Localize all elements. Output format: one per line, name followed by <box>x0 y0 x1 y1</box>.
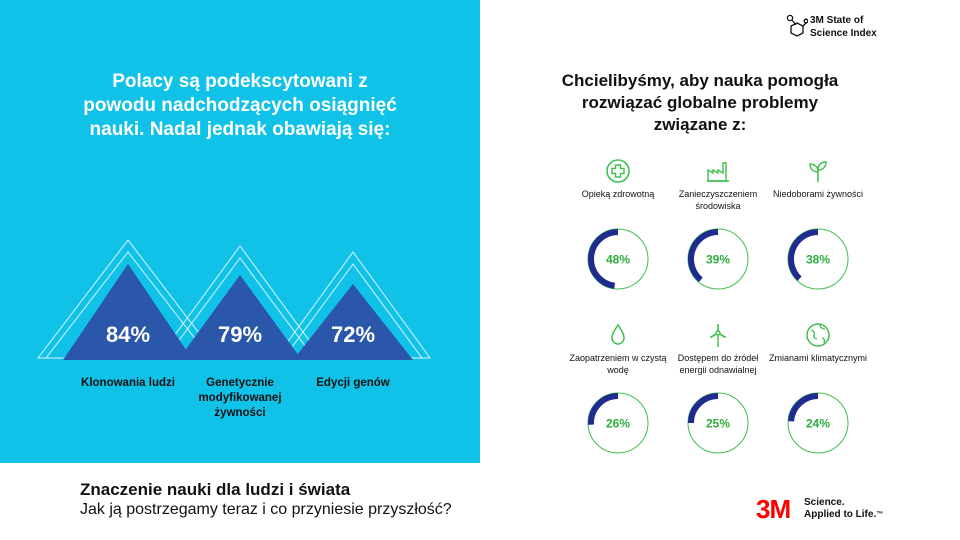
ring-value: 39% <box>705 252 731 267</box>
footer-title: Znaczenie nauki dla ludzi i świata <box>80 480 351 499</box>
problem-label: Opieką zdrowotną <box>581 189 655 199</box>
footer-subtitle: Jak ją postrzegamy teraz i co przyniesie przyszłość? <box>80 501 452 518</box>
tagline-line2: Applied to Life. <box>804 509 877 520</box>
ring-value: 25% <box>705 416 731 431</box>
ring-value: 26% <box>605 416 631 431</box>
fear-value-gmo: 79% <box>217 322 263 347</box>
fear-value-gene-editing: 72% <box>330 322 376 347</box>
molecule-icon <box>786 14 808 42</box>
progress-ring <box>785 390 851 456</box>
fear-label-cloning: Klonowania ludzi <box>81 377 175 389</box>
health-cross-icon <box>605 158 631 184</box>
water-drop-icon <box>605 322 631 348</box>
fear-value-cloning: 84% <box>105 322 151 347</box>
problem-label: Niedoborami żywności <box>772 189 864 199</box>
fear-label-gmo: Genetycznie modyfikowanej żywności <box>198 377 282 419</box>
plant-icon <box>805 158 831 184</box>
3m-tagline <box>804 497 883 521</box>
ring-value: 38% <box>805 252 831 267</box>
brand-text: 3M State of Science Index <box>810 15 877 39</box>
ring-value: 24% <box>805 416 831 431</box>
progress-ring <box>685 390 751 456</box>
factory-icon <box>705 158 731 184</box>
progress-ring <box>585 390 651 456</box>
fear-label-gene-editing: Edycji genów <box>316 377 390 389</box>
left-title: Polacy są podekscytowani z powodu nadchodzących osiągnięć nauki. Nadal jednak obawiają się: <box>83 71 397 140</box>
3m-logo: 3M <box>756 494 791 524</box>
progress-ring <box>585 226 651 292</box>
wind-turbine-icon <box>705 322 731 348</box>
progress-ring <box>685 226 751 292</box>
trademark: ™ <box>876 511 884 518</box>
problem-label: Zmianami klimatycznymi <box>768 353 867 363</box>
problem-label: Zaopatrzeniem w czystą wodę <box>569 353 667 375</box>
problem-label: Zanieczyszczeniem środowiska <box>678 189 758 211</box>
ring-value: 48% <box>605 252 631 267</box>
problem-label: Dostępem do źródeł energii odnawialnej <box>677 353 759 375</box>
progress-ring <box>785 226 851 292</box>
globe-icon <box>805 322 831 348</box>
state-of-science-brand <box>786 14 877 47</box>
right-title: Chcielibyśmy, aby nauka pomogła rozwiązać globalne problemy związane z: <box>561 71 839 134</box>
tagline-line1: Science. <box>804 497 845 508</box>
